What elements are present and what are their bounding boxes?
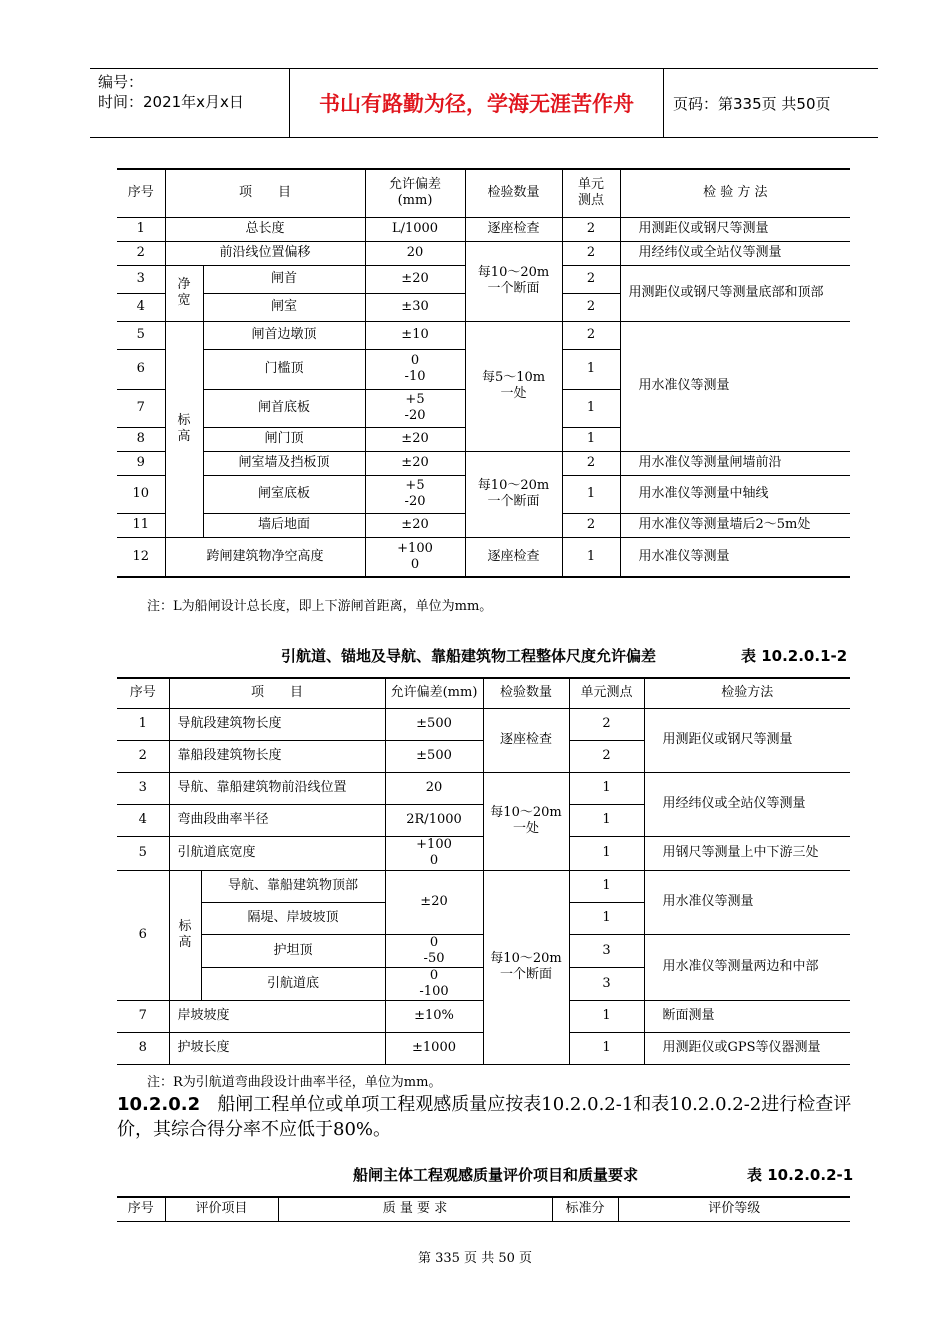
header-motto: 书山有路勤为径，学海无涯苦作舟 (290, 69, 664, 137)
page-footer: 第 335 页 共 50 页 (417, 1251, 533, 1266)
time-label: 时间：2021年x月x日 (98, 93, 244, 111)
table-row: 5 标 高 闸首边墩顶 ±10 每5～10m 一处 2 用水准仪等测量 (117, 321, 850, 349)
table2-caption: 引航道、锚地及导航、靠船建筑物工程整体尺度允许偏差 (281, 647, 657, 665)
table-row: 7 岸坡坡度 ±10% 1 断面测量 (117, 1000, 850, 1032)
th-quantity: 检验数量 (465, 169, 562, 217)
table-appearance-quality (117, 1196, 850, 1222)
th-index: 序号 (117, 169, 165, 217)
table2-number: 表 10.2.0.1-2 (741, 647, 848, 665)
table-header-row (117, 169, 850, 217)
th-item: 项 目 (165, 169, 365, 217)
table2-note: 注：R为引航道弯曲段设计曲率半径，单位为mm。 (147, 1075, 442, 1090)
table-row: 7 闸首底板 +5 -20 1 (117, 389, 850, 427)
table-row: 3 净 宽 闸首 ±20 2 用测距仪或钢尺等测量底部和顶部 (117, 265, 850, 293)
section-text: 船闸工程单位或单项工程观感质量应按表10.2.0.2-1和表10.2.0.2-2进行检查评价，其综合得分率不应低于80%。 (117, 1094, 852, 1140)
table-row: 11 墙后地面 ±20 2 用水准仪等测量墙后2～5m处 (117, 513, 850, 537)
table-row: 5 引航道底宽度 +100 0 1 用钢尺等测量上中下游三处 (117, 836, 850, 870)
table-row: 2 靠船段建筑物长度 ±500 2 (117, 740, 850, 772)
table-row: 6 标 高 导航、靠船建筑物顶部 ±20 每10～20m 一个断面 1 用水准仪等测量 (117, 870, 850, 902)
table-row: 3 导航、靠船建筑物前沿线位置 20 每10～20m 一处 1 用经纬仪或全站仪等测量 (117, 772, 850, 804)
table-row: 2 前沿线位置偏移 20 每10～20m 一个断面 2 用经纬仪或全站仪等测量 (117, 241, 850, 265)
table-row: 护坦顶 0 -50 3 用水准仪等测量两边和中部 (117, 934, 850, 967)
table-approach-channel (117, 677, 850, 1065)
table-row: 9 闸室墙及挡板顶 ±20 每10～20m 一个断面 2 用水准仪等测量闸墙前沿 (117, 451, 850, 475)
table1-note: 注：L为船闸设计总长度，即上下游闸首距离，单位为mm。 (147, 599, 493, 614)
table-header-row: 序号 评价项目 质 量 要 求 标准分 评价等级 (117, 1197, 850, 1221)
table-row: 10 闸室底板 +5 -20 1 用水准仪等测量中轴线 (117, 475, 850, 513)
table-row: 12 跨闸建筑物净空高度 +100 0 逐座检查 1 用水准仪等测量 (117, 537, 850, 577)
table-row: 1 导航段建筑物长度 ±500 逐座检查 2 用测距仪或钢尺等测量 (117, 708, 850, 740)
table3-caption: 船闸主体工程观感质量评价项目和质量要求 (353, 1166, 639, 1184)
table-lock-dimensions (117, 168, 850, 578)
table-row: 4 闸室 ±30 2 (117, 293, 850, 321)
table-row: 引航道底 0 -100 3 (117, 967, 850, 1000)
table-row: 4 弯曲段曲率半径 2R/1000 1 (117, 804, 850, 836)
table-row: 8 护坡长度 ±1000 1 用测距仪或GPS等仪器测量 (117, 1032, 850, 1064)
header-page-label: 页码：第335页 共50页 (673, 94, 831, 113)
table-row: 1 总长度 L/1000 逐座检查 2 用测距仪或钢尺等测量 (117, 217, 850, 241)
section-paragraph (117, 1092, 852, 1142)
table-row: 8 闸门顶 ±20 1 (117, 427, 850, 451)
table3-number: 表 10.2.0.2-1 (747, 1166, 854, 1184)
table-row: 隔堤、岸坡坡顶 1 (117, 902, 850, 934)
th-method: 检 验 方 法 (620, 169, 850, 217)
section-number: 10.2.0.2 (117, 1094, 201, 1115)
page-header (90, 68, 878, 138)
table-header-row: 序号 项 目 允许偏差(mm) 检验数量 单元测点 检验方法 (117, 678, 850, 708)
table-row: 6 门槛顶 0 -10 1 (117, 349, 850, 389)
header-left (90, 69, 290, 137)
th-tolerance: 允许偏差 (mm) (365, 169, 465, 217)
number-label: 编号： (98, 73, 144, 91)
th-points: 单元 测点 (562, 169, 620, 217)
